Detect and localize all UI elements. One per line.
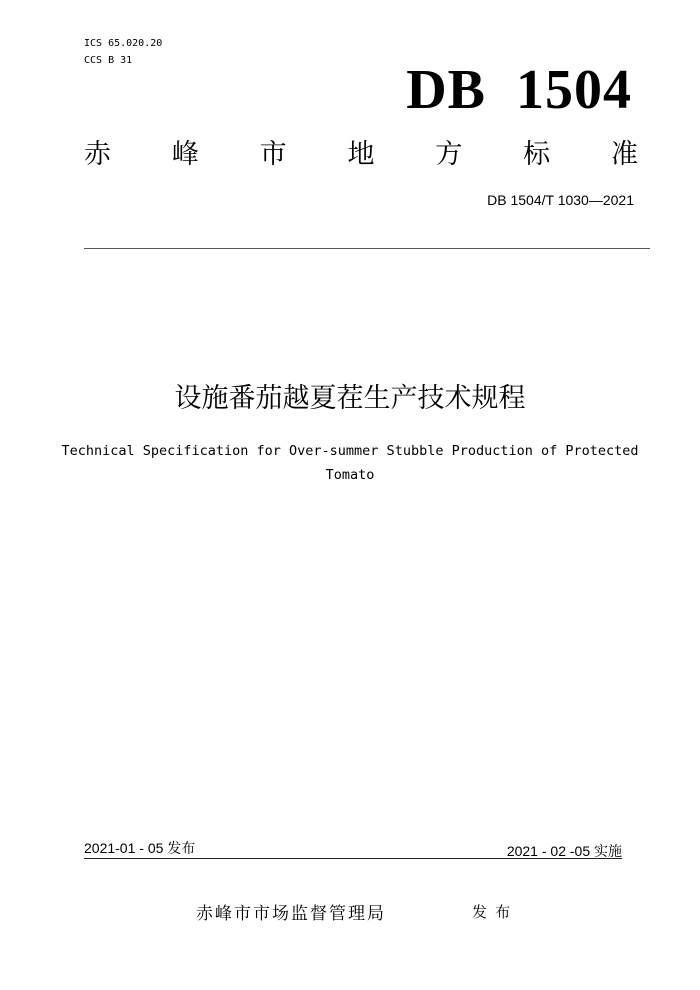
standard-type-char: 标 [523, 139, 551, 169]
ccs-code: CCS B 31 [84, 55, 133, 66]
title-english-line1: Technical Specification for Over-summer Stubble Production of Protected [61, 443, 639, 459]
footer-divider [84, 858, 622, 859]
ics-code: ICS 65.020.20 [84, 38, 163, 49]
standard-type-char: 准 [610, 139, 638, 169]
issue-label: 发 布 [472, 904, 513, 921]
standard-type-heading [84, 136, 638, 172]
header-divider [84, 248, 650, 249]
title-chinese: 设施番茄越夏茬生产技术规程 [174, 383, 526, 413]
standard-type-char: 赤 [84, 139, 111, 169]
publish-date: 2021-01 - 05 发布 [84, 840, 196, 856]
title-english-line2: Tomato [325, 467, 375, 483]
implement-date: 2021 - 02 -05 实施 [506, 843, 622, 859]
standard-type-char: 地 [347, 139, 375, 169]
standard-type-char: 市 [259, 139, 287, 169]
db-mark: DB 1504 [406, 59, 632, 121]
standard-type-char: 方 [435, 139, 463, 169]
standard-type-char: 峰 [171, 139, 199, 169]
issuing-authority: 赤峰市市场监督管理局 [196, 904, 386, 923]
standard-number: DB 1504/T 1030—2021 [487, 192, 634, 208]
